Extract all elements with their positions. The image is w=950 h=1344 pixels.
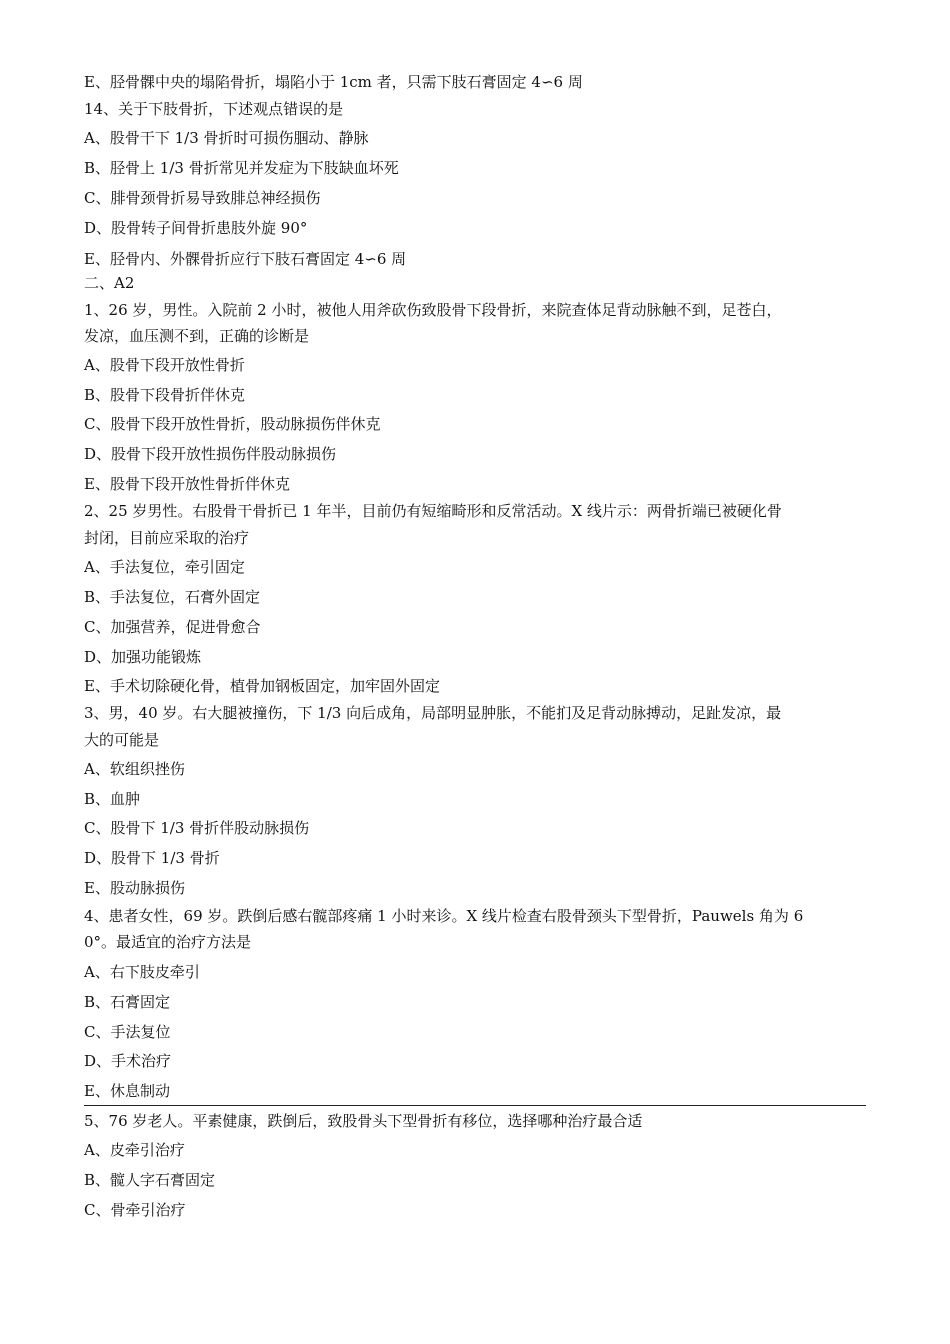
question-4-stem-line1: 4、患者女性，69 岁。跌倒后感右髋部疼痛 1 小时来诊。X 线片检查右股骨颈头下型骨折，Pauwels 角为 6 xyxy=(84,907,804,925)
text-line-14e: E、胫骨髁中央的塌陷骨折，塌陷小于 1cm 者，只需下肢石膏固定 4∽6 周 xyxy=(84,73,583,91)
option-4d: D、手术治疗 xyxy=(84,1052,172,1070)
divider-line xyxy=(84,1105,866,1106)
option-2b: B、手法复位，石膏外固定 xyxy=(84,588,261,606)
option-1c: C、股骨下段开放性骨折，股动脉损伤伴休克 xyxy=(84,415,381,433)
section-heading-a2: 二、A2 xyxy=(84,274,135,292)
option-2d: D、加强功能锻炼 xyxy=(84,648,202,666)
option-3e: E、股动脉损伤 xyxy=(84,879,185,897)
option-14b: B、胫骨上 1/3 骨折常见并发症为下肢缺血坏死 xyxy=(84,159,399,177)
question-4-stem-line2: 0°。最适宜的治疗方法是 xyxy=(84,933,252,951)
question-3-stem-line1: 3、男，40 岁。右大腿被撞伤，下 1/3 向后成角，局部明显肿胀，不能扪及足背动脉搏动，足趾发凉，最 xyxy=(84,704,782,722)
option-4e: E、休息制动 xyxy=(84,1082,170,1100)
option-2e: E、手术切除硬化骨，植骨加钢板固定，加牢固外固定 xyxy=(84,677,440,695)
option-14c: C、腓骨颈骨折易导致腓总神经损伤 xyxy=(84,189,321,207)
option-14d: D、股骨转子间骨折患肢外旋 90° xyxy=(84,219,308,237)
option-5a: A、皮牵引治疗 xyxy=(84,1141,185,1159)
option-1b: B、股骨下段骨折伴休克 xyxy=(84,386,246,404)
option-3a: A、软组织挫伤 xyxy=(84,760,185,778)
option-3b: B、血肿 xyxy=(84,790,141,808)
option-14e: E、胫骨内、外髁骨折应行下肢石膏固定 4∽6 周 xyxy=(84,250,407,268)
option-14a: A、股骨干下 1/3 骨折时可损伤腘动、静脉 xyxy=(84,129,369,147)
question-2-stem-line1: 2、25 岁男性。右股骨干骨折已 1 年半，目前仍有短缩畸形和反常活动。X 线片示：两骨折端已被硬化骨 xyxy=(84,502,782,520)
question-1-stem-line2: 发凉，血压测不到，正确的诊断是 xyxy=(84,327,310,345)
question-1-stem-line1: 1、26 岁，男性。入院前 2 小时，被他人用斧砍伤致股骨下段骨折，来院查体足背动脉触不到，足苍白， xyxy=(84,301,782,319)
question-2-stem-line2: 封闭，目前应采取的治疗 xyxy=(84,529,250,547)
option-1a: A、股骨下段开放性骨折 xyxy=(84,356,245,374)
option-3d: D、股骨下 1/3 骨折 xyxy=(84,849,220,867)
option-3c: C、股骨下 1/3 骨折伴股动脉损伤 xyxy=(84,819,310,837)
option-1e: E、股骨下段开放性骨折伴休克 xyxy=(84,475,290,493)
option-2a: A、手法复位，牵引固定 xyxy=(84,558,245,576)
option-4b: B、石膏固定 xyxy=(84,993,171,1011)
option-4a: A、右下肢皮牵引 xyxy=(84,963,200,981)
option-1d: D、股骨下段开放性损伤伴股动脉损伤 xyxy=(84,445,337,463)
question-14-stem: 14、关于下肢骨折，下述观点错误的是 xyxy=(84,100,344,118)
question-3-stem-line2: 大的可能是 xyxy=(84,731,160,749)
question-5-stem: 5、76 岁老人。平素健康，跌倒后，致股骨头下型骨折有移位，选择哪种治疗最合适 xyxy=(84,1112,643,1130)
option-5b: B、髋人字石膏固定 xyxy=(84,1171,216,1189)
option-4c: C、手法复位 xyxy=(84,1023,171,1041)
option-2c: C、加强营养，促进骨愈合 xyxy=(84,618,261,636)
option-5c: C、骨牵引治疗 xyxy=(84,1201,186,1219)
